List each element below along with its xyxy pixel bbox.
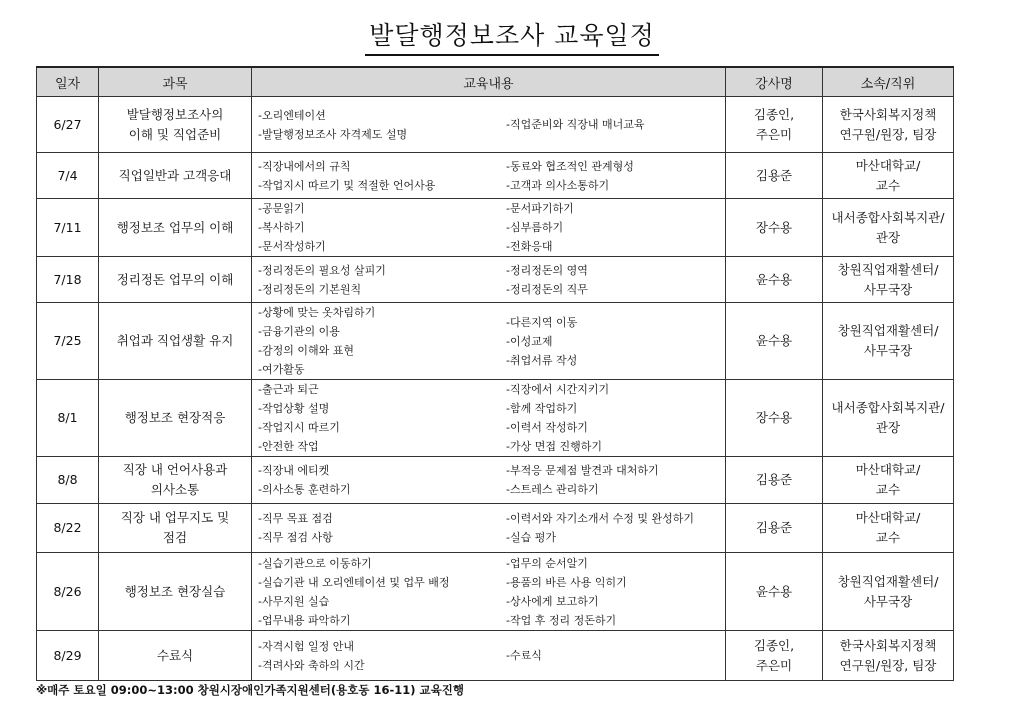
content-columns xyxy=(252,380,725,456)
content-item: -실습 평가 xyxy=(506,531,556,544)
row-date: 7/4 xyxy=(37,153,99,199)
content-right-list xyxy=(506,313,719,370)
content-item: -실습기관 내 오리엔테이션 및 업무 배정 xyxy=(258,575,450,589)
content-item: -오리엔테이션 xyxy=(258,108,326,122)
row-subject: 행정보조 현장적응 xyxy=(99,380,252,457)
content-item: -작업지시 따르기 및 적절한 언어사용 xyxy=(258,178,436,192)
header-row xyxy=(37,67,954,97)
row-subject: 직장 내 언어사용과 의사소통 xyxy=(99,457,252,504)
row-instructor: 윤수용 xyxy=(726,553,823,631)
content-item: -동료와 협조적인 관계형성 xyxy=(506,159,634,173)
content-columns xyxy=(252,554,725,630)
table-row xyxy=(37,97,954,153)
content-item: -다른지역 이동 xyxy=(506,315,578,329)
content-item: -취업서류 작성 xyxy=(506,353,578,367)
row-content xyxy=(252,153,726,199)
row-subject: 직장 내 업무지도 및 점검 xyxy=(99,504,252,553)
content-item: -의사소통 훈련하기 xyxy=(258,483,351,496)
content-left-list xyxy=(258,509,506,547)
page-title xyxy=(0,16,1024,56)
content-columns xyxy=(252,157,725,195)
row-subject: 행정보조 현장실습 xyxy=(99,553,252,631)
content-right-list xyxy=(506,157,719,195)
row-instructor: 장수용 xyxy=(726,199,823,257)
row-content xyxy=(252,553,726,631)
content-item: -상사에게 보고하기 xyxy=(506,594,599,608)
content-item: -문서파기하기 xyxy=(506,202,574,215)
content-item: -안전한 작업 xyxy=(258,440,319,453)
content-item: -직장내에서의 규칙 xyxy=(258,159,351,173)
row-subject: 수료식 xyxy=(99,631,252,681)
content-item: -출근과 퇴근 xyxy=(258,383,319,396)
row-instructor: 김종인, 주은미 xyxy=(726,631,823,681)
row-date: 8/22 xyxy=(37,504,99,553)
row-content xyxy=(252,380,726,457)
row-affiliation: 한국사회복지정책 연구원/원장, 팀장 xyxy=(823,631,954,681)
row-instructor: 장수용 xyxy=(726,380,823,457)
header-affiliation: 소속/직위 xyxy=(823,67,954,97)
row-date: 7/25 xyxy=(37,303,99,380)
content-item: -이력서와 자기소개서 수정 및 완성하기 xyxy=(506,512,694,525)
content-item: -업무의 순서알기 xyxy=(506,556,588,570)
row-instructor: 윤수용 xyxy=(726,257,823,303)
content-left-list xyxy=(258,380,506,456)
content-item: -직업준비와 직장내 매너교육 xyxy=(506,118,645,131)
row-content xyxy=(252,631,726,681)
content-left-list xyxy=(258,303,506,379)
row-date: 6/27 xyxy=(37,97,99,153)
row-affiliation: 마산대학교/ 교수 xyxy=(823,457,954,504)
content-columns xyxy=(252,637,725,675)
content-item: -작업상황 설명 xyxy=(258,402,330,415)
row-content xyxy=(252,504,726,553)
content-left-list xyxy=(258,199,506,256)
content-right-list xyxy=(506,461,719,499)
row-subject: 직업일반과 고객응대 xyxy=(99,153,252,199)
content-item: -자격시험 일정 안내 xyxy=(258,639,354,653)
content-item: -작업지시 따르기 xyxy=(258,421,340,434)
header-subject: 과목 xyxy=(99,67,252,97)
table-row xyxy=(37,257,954,303)
content-item: -스트레스 관리하기 xyxy=(506,483,599,496)
content-item: -이성교제 xyxy=(506,334,553,348)
table-row xyxy=(37,457,954,504)
content-right-list xyxy=(506,199,719,256)
page-title-text: 발달행정보조사 교육일정 xyxy=(365,16,659,56)
row-subject: 정리정돈 업무의 이해 xyxy=(99,257,252,303)
header-date: 일자 xyxy=(37,67,99,97)
content-columns xyxy=(252,303,725,379)
row-content xyxy=(252,97,726,153)
schedule-table xyxy=(36,66,954,681)
content-item: -용품의 바른 사용 익히기 xyxy=(506,575,627,589)
row-date: 8/8 xyxy=(37,457,99,504)
content-item: -격려사와 축하의 시간 xyxy=(258,658,365,672)
content-right-list xyxy=(506,509,719,547)
content-item: -이력서 작성하기 xyxy=(506,421,588,434)
content-right-list xyxy=(506,554,719,630)
row-instructor: 윤수용 xyxy=(726,303,823,380)
row-content xyxy=(252,257,726,303)
content-item: -정리정돈의 필요성 살피기 xyxy=(258,263,386,277)
content-columns xyxy=(252,199,725,256)
content-columns xyxy=(252,261,725,299)
schedule-body xyxy=(37,97,954,681)
content-item: -실습기관으로 이동하기 xyxy=(258,556,372,570)
row-date: 8/26 xyxy=(37,553,99,631)
row-content xyxy=(252,457,726,504)
row-subject: 발달행정보조사의 이해 및 직업준비 xyxy=(99,97,252,153)
content-item: -정리정돈의 직무 xyxy=(506,282,588,296)
row-instructor: 김용준 xyxy=(726,153,823,199)
content-right-list xyxy=(506,261,719,299)
content-item: -발달행정보조사 자격제도 설명 xyxy=(258,127,408,141)
row-instructor: 김용준 xyxy=(726,457,823,504)
content-columns xyxy=(252,461,725,499)
table-row xyxy=(37,303,954,380)
row-subject: 취업과 직업생활 유지 xyxy=(99,303,252,380)
row-date: 7/18 xyxy=(37,257,99,303)
table-row xyxy=(37,153,954,199)
row-content xyxy=(252,199,726,257)
row-affiliation: 창원직업재활센터/ 사무국장 xyxy=(823,303,954,380)
row-affiliation: 마산대학교/ 교수 xyxy=(823,504,954,553)
content-item: -금융기관의 이용 xyxy=(258,325,340,338)
content-right-list xyxy=(506,646,719,665)
content-item: -정리정돈의 기본원칙 xyxy=(258,282,362,296)
content-item: -부적응 문제점 발견과 대처하기 xyxy=(506,464,659,477)
table-row xyxy=(37,553,954,631)
row-affiliation: 창원직업재활센터/ 사무국장 xyxy=(823,553,954,631)
row-instructor: 김용준 xyxy=(726,504,823,553)
header-content: 교육내용 xyxy=(252,67,726,97)
content-item: -여가활동 xyxy=(258,363,305,376)
content-right-list xyxy=(506,115,719,134)
content-item: -업무내용 파악하기 xyxy=(258,613,351,627)
content-item: -정리정돈의 영역 xyxy=(506,263,588,277)
row-affiliation: 내서종합사회복지관/ 관장 xyxy=(823,199,954,257)
content-left-list xyxy=(258,461,506,499)
content-item: -가상 면접 진행하기 xyxy=(506,440,602,453)
content-item: -고객과 의사소통하기 xyxy=(506,178,610,192)
row-affiliation: 한국사회복지정책 연구원/원장, 팀장 xyxy=(823,97,954,153)
content-item: -심부름하기 xyxy=(506,221,564,234)
content-item: -직무 점검 사항 xyxy=(258,531,333,544)
content-item: -전화응대 xyxy=(506,240,553,253)
content-item: -수료식 xyxy=(506,649,542,662)
row-date: 7/11 xyxy=(37,199,99,257)
row-date: 8/1 xyxy=(37,380,99,457)
content-item: -상황에 맞는 옷차림하기 xyxy=(258,306,376,319)
row-subject: 행정보조 업무의 이해 xyxy=(99,199,252,257)
content-columns xyxy=(252,509,725,547)
content-item: -직무 목표 점검 xyxy=(258,512,333,525)
content-item: -사무지원 실습 xyxy=(258,594,330,608)
content-left-list xyxy=(258,637,506,675)
footnote: ※매주 토요일 09:00~13:00 창원시장애인가족지원센터(용호동 16-11) 교육진행 xyxy=(36,683,464,697)
content-item: -문서작성하기 xyxy=(258,240,326,253)
header-instructor: 강사명 xyxy=(726,67,823,97)
content-item: -복사하기 xyxy=(258,221,305,234)
row-date: 8/29 xyxy=(37,631,99,681)
table-row xyxy=(37,199,954,257)
content-left-list xyxy=(258,261,506,299)
row-affiliation: 마산대학교/ 교수 xyxy=(823,153,954,199)
content-item: -직장내 에티켓 xyxy=(258,464,330,477)
content-right-list xyxy=(506,380,719,456)
row-instructor: 김종인, 주은미 xyxy=(726,97,823,153)
row-content xyxy=(252,303,726,380)
content-item: -함께 작업하기 xyxy=(506,402,578,415)
content-columns xyxy=(252,106,725,144)
row-affiliation: 내서종합사회복지관/ 관장 xyxy=(823,380,954,457)
content-item: -공문읽기 xyxy=(258,202,305,215)
table-row xyxy=(37,631,954,681)
content-item: -직장에서 시간지키기 xyxy=(506,383,610,396)
row-affiliation: 창원직업재활센터/ 사무국장 xyxy=(823,257,954,303)
content-item: -작업 후 정리 정돈하기 xyxy=(506,613,617,627)
content-left-list xyxy=(258,554,506,630)
content-item: -감정의 이해와 표현 xyxy=(258,344,354,357)
table-row xyxy=(37,504,954,553)
content-left-list xyxy=(258,106,506,144)
content-left-list xyxy=(258,157,506,195)
table-row xyxy=(37,380,954,457)
